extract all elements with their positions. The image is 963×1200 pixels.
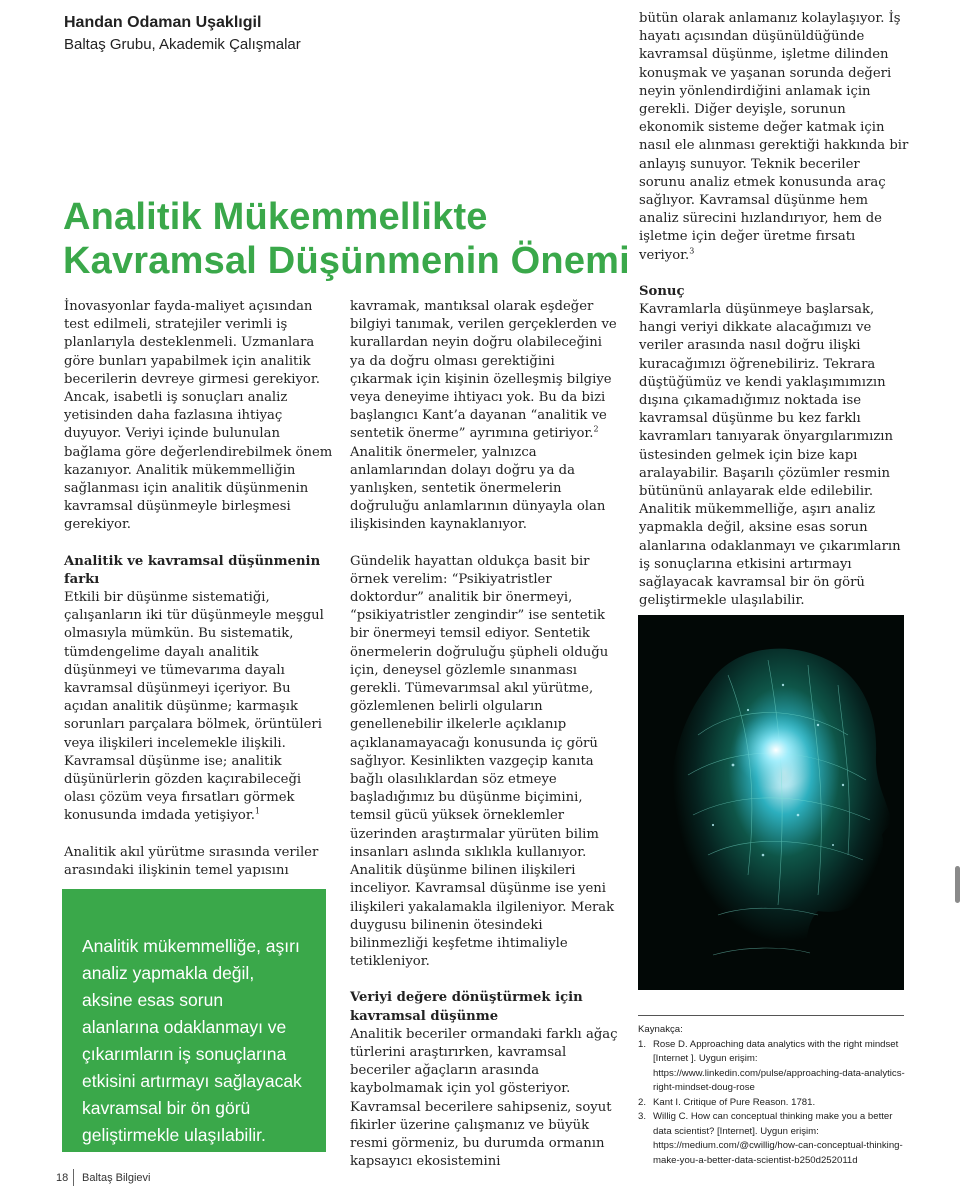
- reference-text: Willig C. How can conceptual thinking make you a better data scientist? [Internet]. Uygun erişim: https://medium.com/@cwillig/how-can-conceptual-thinking-make-you-a-better-data-scientist-b250d252011d: [653, 1111, 903, 1166]
- kant-text-a: kavramak, mantıksal olarak eşdeğer bilgiyi tanımak, verilen gerçeklerden ve kurallardan neyin doğru olabileceğini ya da doğru olması gerektiğini çıkarmak için kişinin özelleşmiş bilgiye veya deneyime ihtiyacı yok. Bu da bizi başlangıcı Kant’a dayanan “analitik ve sentetik önerme” ayrımına getiriyor.: [350, 299, 617, 442]
- continuation-paragraph: [639, 10, 909, 265]
- pull-quote-box: [62, 889, 326, 1152]
- reference-item: [638, 1096, 906, 1111]
- section-heading-difference: Analitik ve kavramsal düşünmenin farkı: [64, 553, 321, 587]
- footnote-ref-2: 2: [593, 425, 599, 435]
- title-line-2: Kavramsal Düşünmenin Önemi: [63, 240, 630, 282]
- references-list: [638, 1038, 906, 1169]
- value-paragraph: Analitik beceriler ormandaki farklı ağaç türlerini araştırırken, kavramsal beceriler ağaçların arasında kaybolmamak için yol gösteriyor. Kavramsal becerilere sahipseniz, soyut fikirler üzerine çalışmanız ve büyük resmi görmeniz, bu durumda ormanın kapsayıcı ekosistemini: [350, 1026, 618, 1170]
- references-divider: [638, 1015, 904, 1016]
- page-number: 18: [56, 1172, 69, 1184]
- author-name: Handan Odaman Uşaklıgil: [64, 14, 262, 31]
- reference-item: [638, 1038, 906, 1096]
- conclusion-paragraph: Kavramlarla düşünmeye başlarsak, hangi veriyi dikkate alacağımızı ve veriler arasında nasıl doğru ilişki kuracağımızı öğrenebiliriz. Tekrara düştüğümüz ve kendi yaklaşımımızın dışına çıkamadığımız noktada ise kavramsal düşünme bu kez farklı kavramları tanıyarak önyargılarımızın üstesinden gelmek için bize kapı aralayabilir. Başarılı çözümler resmin bütününü anlayarak elde edilebilir. Analitik mükemmelliğe, aşırı analiz yapmakla değil, aksine esas sorun alanlarına odaklanmayı ve çıkarımların iş sonuçlarına etkisini artırmayı sağlayacak kavramsal bir ön görü geliştirmekle ulaşılabilir.: [639, 302, 901, 609]
- kant-text-b: Analitik önermeler, yalnızca anlamlarından dolayı doğru ya da yanlışken, sentetik önermelerin doğruluğu anlamlarının dünyayla olan ilişkisinden kaynaklanıyor.: [350, 444, 606, 533]
- reference-number: 3.: [638, 1111, 647, 1122]
- difference-paragraph: [64, 589, 334, 826]
- author-block: [64, 12, 301, 56]
- reference-text: Kant I. Critique of Pure Reason. 1781.: [653, 1096, 816, 1108]
- column-1: [64, 298, 334, 880]
- pull-quote-text: Analitik mükemmelliğe, aşırı analiz yapmakla değil, aksine esas sorun alanlarına odaklanmayı ve çıkarımların iş sonuçlarına etkisini artırmayı sağlayacak kavramsal bir ön görü geliştirmekle ulaşılabilir.: [82, 936, 302, 1145]
- references: [638, 1023, 906, 1168]
- author-affiliation: Baltaş Grubu, Akademik Çalışmalar: [64, 36, 301, 53]
- reference-item: [638, 1110, 906, 1168]
- section-heading-conclusion: Sonuç: [639, 283, 685, 299]
- continuation-text: bütün olarak anlamanız kolaylaşıyor. İş hayatı açısından düşünüldüğünde kavramsal düşünme, işletme dilinden konuşmak ve yaşanan sorunda değeri neyin yönlendirdiğini anlamak için gerekli. Diğer deyişle, sorunun ekonomik sisteme değer katmak için nasıl ele alınması gerektiği hakkında bir anlayış sunuyor. Teknik beceriler sorunu analiz etmek konusunda araç sağlıyor. Kavramsal düşünme hem analiz sürecini hızlandırıyor, hem de işletme için değer üretme fırsatı veriyor.: [639, 11, 909, 263]
- reasoning-paragraph: Analitik akıl yürütme sırasında veriler arasındaki ilişkinin temel yapısını: [64, 844, 319, 878]
- reference-number: 1.: [638, 1038, 647, 1050]
- references-heading: Kaynakça:: [638, 1024, 683, 1035]
- scrollbar-thumb[interactable]: [955, 866, 960, 903]
- reference-number: 2.: [638, 1096, 647, 1108]
- section-heading-value: Veriyi değere dönüştürmek için kavramsal düşünme: [350, 990, 583, 1024]
- footnote-ref-1: 1: [254, 807, 260, 817]
- difference-text: Etkili bir düşünme sistematiği, çalışanların iki tür düşünmeyle meşgul olmasıyla mümkün. Bu sistematik, tümdengelime dayalı analitik düşünmeyi ve tümevarıma dayalı kavramsal düşünmeyi içeriyor. Bu açıdan analitik düşünme; karmaşık sorunları parçalara bölmek, örüntüleri veya ilişkileri incelemekle ilişkili. Kavramsal düşünme ise; analitik düşünürlerin gözden kaçırabileceği olası çözüm veya fırsatları görmek konusunda imdada yetişiyor.: [64, 590, 324, 824]
- reference-text: Rose D. Approaching data analytics with the right mindset [Internet ]. Uygun erişim: https://www.linkedin.com/pulse/approaching-data-analytics-right-mindset-doug-rose: [653, 1038, 905, 1093]
- column-3: [639, 10, 909, 611]
- footer-brand: Baltaş Bilgievi: [82, 1172, 151, 1184]
- footer-divider: [73, 1169, 74, 1186]
- article-title: [63, 195, 630, 283]
- title-line-1: Analitik Mükemmellikte: [63, 196, 488, 238]
- glowing-head-image: [638, 615, 904, 990]
- kant-paragraph: [350, 298, 620, 535]
- footnote-ref-3: 3: [689, 246, 695, 256]
- example-paragraph: Gündelik hayattan oldukça basit bir örnek verelim: “Psikiyatristler doktordur” analitik bir önermeyi, “psikiyatristler zengindir” ise sentetik bir önermeyi temsil ediyor. Sentetik önermelerin doğruluğu şüpheli olduğu için, deneysel gözlemle sınanması gerekli. Tümevarımsal akıl yürütme, gözlemlenen belirli olguların genellenebilir ilkelerle açıklanıp açıklanamayacağı konusunda iç görü sağlıyor. Kesinlikten vazgeçip kanıta bağlı olasılıklardan söz etmeye başladığımız bu düşünme biçimini, temsil gücü yüksek örneklemler üzerinden araştırmalar yürüten bilim insanları aslında sıklıkla kullanıyor. Analitik düşünme bilinen ilişkileri inceliyor. Kavramsal düşünme ise yeni ilişkileri yakalamakla ilgileniyor. Merak duygusu bilinenin ötesindeki bilinmezliği keşfetme ihtimaliyle tetikleniyor.: [350, 553, 615, 970]
- intro-paragraph: İnovasyonlar fayda-maliyet açısından test edilmeli, stratejiler verimli iş planlarıyla desteklenmeli. Uzmanlara göre bunları yapabilmek için analitik becerilerin devreye girmesi gerekiyor. Ancak, isabetli iş sonuçları analiz yetisinden daha fazlasına ihtiyaç duyuyor. Veriyi içinde bulunulan bağlama göre değerlendirebilmek önem kazanıyor. Analitik mükemmelliğin sağlanması için analitik düşünmenin kavramsal düşünmeyle birleşmesi gerekiyor.: [64, 299, 333, 533]
- column-2: [350, 298, 620, 1171]
